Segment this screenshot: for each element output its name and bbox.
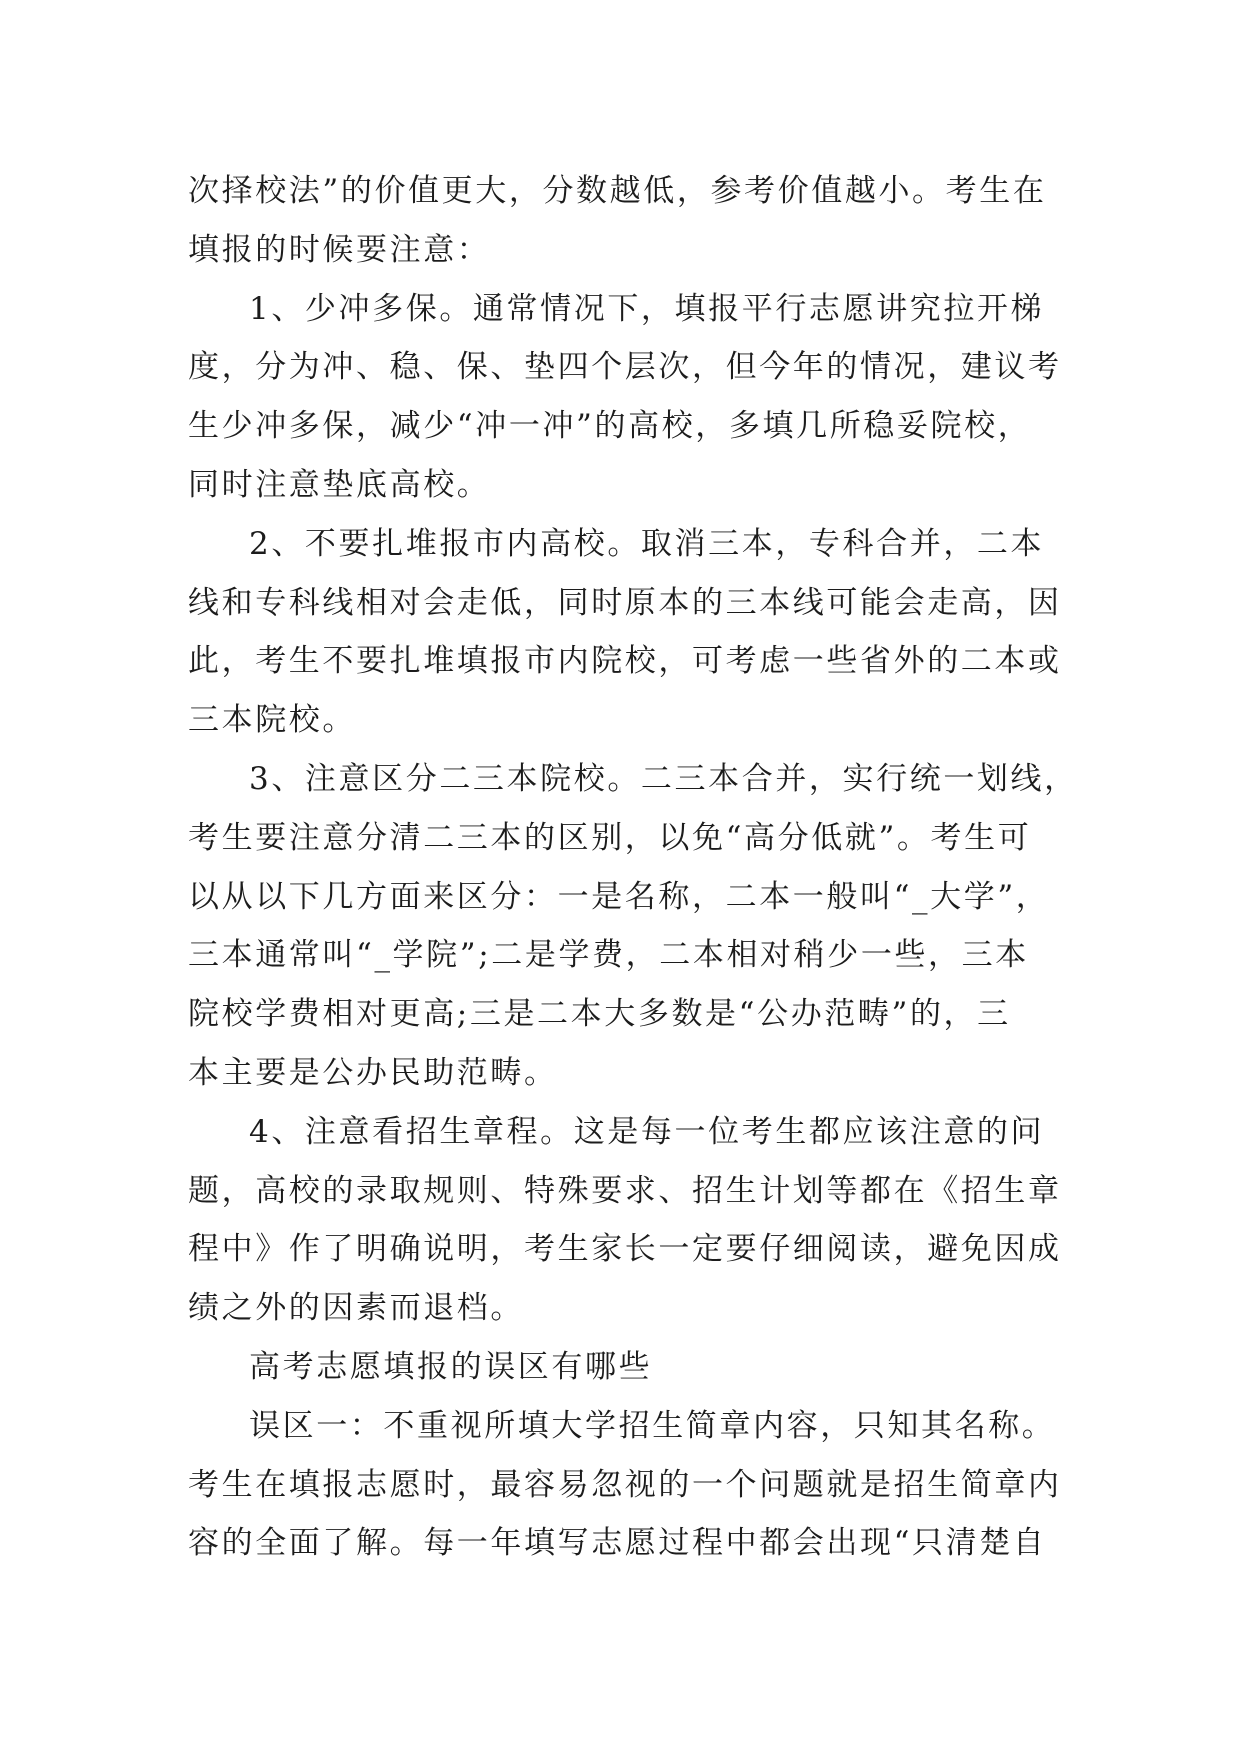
section-heading: 高考志愿填报的误区有哪些 (249, 1348, 653, 1385)
text-line: 本主要是公办民助范畴。 (188, 1054, 558, 1091)
text-line: 三本院校。 (188, 702, 356, 739)
paragraph-start-line: 4、注意看招生章程。这是每一位考生都应该注意的问 (249, 1113, 1045, 1150)
text-line: 绩之外的因素而退档。 (188, 1290, 524, 1327)
text-line: 度，分为冲、稳、保、垫四个层次，但今年的情况，建议考 (188, 349, 1062, 386)
text-line: 院校学费相对更高;三是二本大多数是“公办范畴”的，三 (188, 996, 1011, 1033)
paragraph-start-line: 2、不要扎堆报市内高校。取消三本，专科合并，二本 (249, 525, 1045, 562)
text-line: 容的全面了解。每一年填写志愿过程中都会出现“只清楚自 (188, 1525, 1047, 1562)
text-line: 同时注意垫底高校。 (188, 466, 491, 503)
text-line: 生少冲多保，减少“冲一冲”的高校，多填几所稳妥院校， (188, 408, 1032, 445)
text-line: 次择校法”的价值更大，分数越低，参考价值越小。考生在 (188, 173, 1047, 209)
text-line: 线和专科线相对会走低，同时原本的三本线可能会走高，因 (188, 584, 1062, 621)
text-line: 此，考生不要扎堆填报市内院校，可考虑一些省外的二本或 (188, 643, 1062, 680)
paragraph-start-line: 1、少冲多保。通常情况下，填报平行志愿讲究拉开梯 (249, 290, 1045, 327)
text-line: 三本通常叫“_学院”;二是学费，二本相对稍少一些，三本 (188, 937, 1029, 974)
text-line: 考生要注意分清二三本的区别，以免“高分低就”。考生可 (188, 819, 1032, 856)
body-text (188, 162, 1078, 1573)
text-line: 填报的时候要注意： (188, 231, 491, 268)
text-line: 程中》作了明确说明，考生家长一定要仔细阅读，避免因成 (188, 1231, 1062, 1268)
paragraph-start-line: 误区一：不重视所填大学招生简章内容，只知其名称。 (249, 1407, 1056, 1444)
text-line: 考生在填报志愿时，最容易忽视的一个问题就是招生简章内 (188, 1466, 1062, 1503)
text-line: 以从以下几方面来区分：一是名称，二本一般叫“_大学”， (188, 878, 1050, 915)
text-line: 题，高校的录取规则、特殊要求、招生计划等都在《招生章 (188, 1172, 1062, 1209)
paragraph-start-line: 3、注意区分二三本院校。二三本合并，实行统一划线， (249, 760, 1078, 797)
